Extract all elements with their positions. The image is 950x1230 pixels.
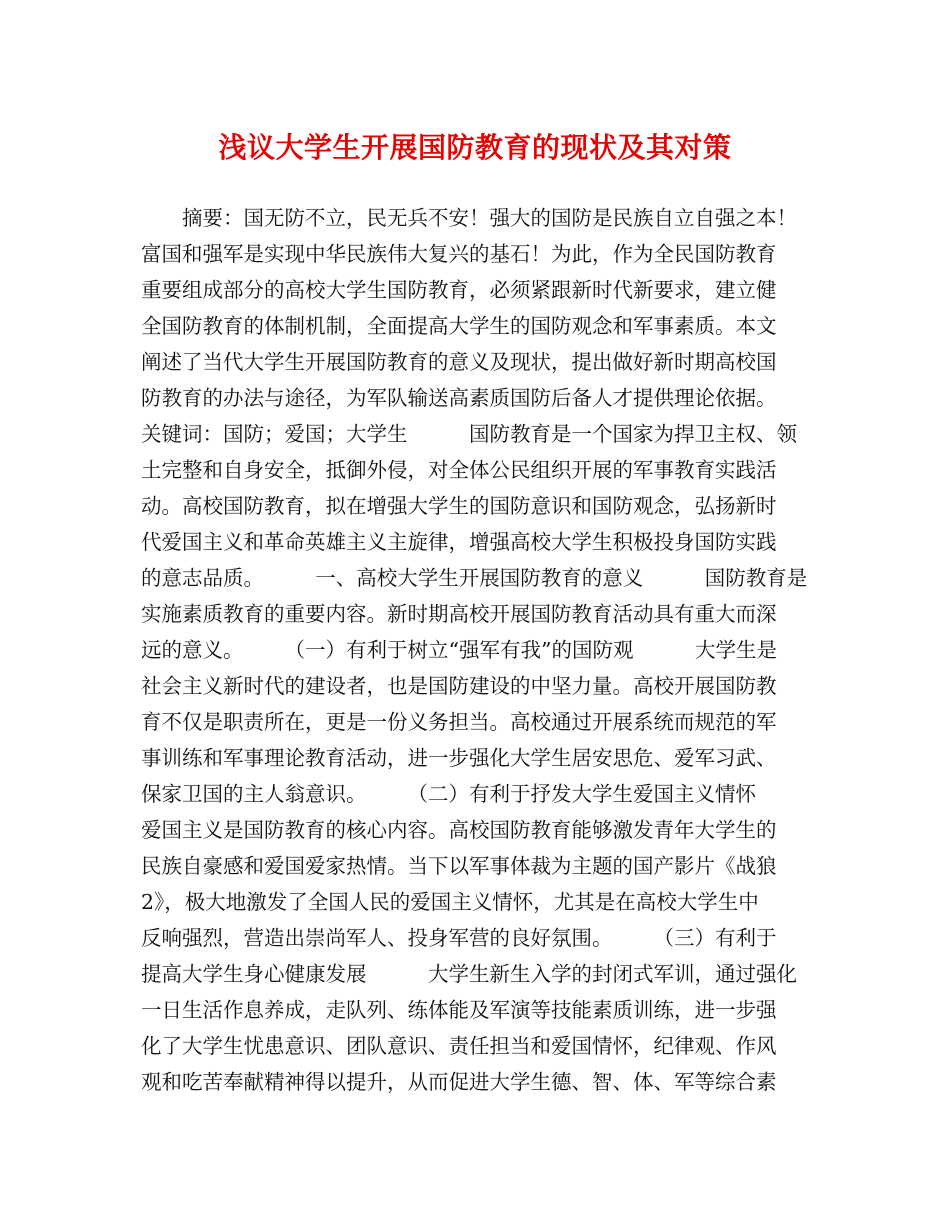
body-line: 防教育的办法与途径，为军队输送高素质国防后备人才提供理论依据。 <box>141 386 777 410</box>
body-line: 关键词：国防；爱国；大学生 国防教育是一个国家为捍卫主权、领 <box>141 422 797 446</box>
document-title: 浅议大学生开展国防教育的现状及其对策 <box>218 131 732 164</box>
document-body <box>141 200 831 1100</box>
body-line: 民族自豪感和爱国爱家热情。当下以军事体裁为主题的国产影片《战狼 <box>141 854 777 878</box>
body-line: 育不仅是职责所在，更是一份义务担当。高校通过开展系统而规范的军 <box>141 710 777 734</box>
body-line: 远的意义。 （一）有利于树立“强军有我”的国防观 大学生是 <box>141 638 777 662</box>
body-line: 的意志品质。 一、高校大学生开展国防教育的意义 国防教育是 <box>141 566 808 590</box>
body-line: 阐述了当代大学生开展国防教育的意义及现状，提出做好新时期高校国 <box>141 350 777 374</box>
body-line: 社会主义新时代的建设者，也是国防建设的中坚力量。高校开展国防教 <box>141 674 777 698</box>
body-line: 爱国主义是国防教育的核心内容。高校国防教育能够激发青年大学生的 <box>141 818 777 842</box>
body-line: 事训练和军事理论教育活动，进一步强化大学生居安思危、爱军习武、 <box>141 746 777 770</box>
body-line: 摘要：国无防不立，民无兵不安！强大的国防是民族自立自强之本！ <box>141 206 797 230</box>
body-line: 一日生活作息养成，走队列、练体能及军演等技能素质训练，进一步强 <box>141 998 777 1022</box>
body-line: 化了大学生忧患意识、团队意识、责任担当和爱国情怀，纪律观、作风 <box>141 1034 777 1058</box>
body-line: 2》，极大地激发了全国人民的爱国主义情怀，尤其是在高校大学生中 <box>141 890 759 914</box>
body-line: 重要组成部分的高校大学生国防教育，必须紧跟新时代新要求，建立健 <box>141 278 777 302</box>
body-line: 保家卫国的主人翁意识。 （二）有利于抒发大学生爱国主义情怀 <box>141 782 777 806</box>
body-line: 反响强烈，营造出崇尚军人、投身军营的良好氛围。 （三）有利于 <box>141 926 777 950</box>
body-line: 全国防教育的体制机制，全面提高大学生的国防观念和军事素质。本文 <box>141 314 777 338</box>
body-line: 土完整和自身安全，抵御外侵，对全体公民组织开展的军事教育实践活 <box>141 458 777 482</box>
body-line: 实施素质教育的重要内容。新时期高校开展国防教育活动具有重大而深 <box>141 602 777 626</box>
body-line: 代爱国主义和革命英雄主义主旋律，增强高校大学生积极投身国防实践 <box>141 530 777 554</box>
body-line: 动。高校国防教育，拟在增强大学生的国防意识和国防观念，弘扬新时 <box>141 494 777 518</box>
body-line: 提高大学生身心健康发展 大学生新生入学的封闭式军训，通过强化 <box>141 962 797 986</box>
body-line: 观和吃苦奉献精神得以提升，从而促进大学生德、智、体、军等综合素 <box>141 1070 777 1094</box>
body-line: 富国和强军是实现中华民族伟大复兴的基石！为此，作为全民国防教育 <box>141 242 777 266</box>
